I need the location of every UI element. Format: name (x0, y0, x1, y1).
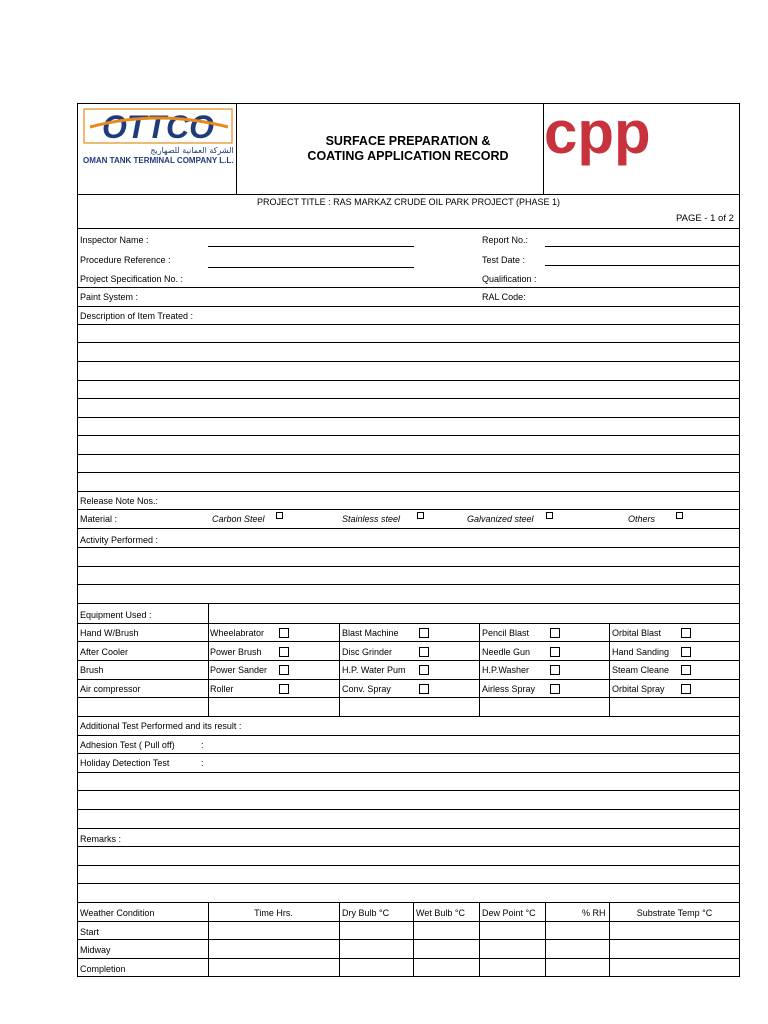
equip-after-cooler: After Cooler (80, 647, 129, 657)
orbital-blast-checkbox[interactable] (681, 628, 691, 638)
equip-hand-sanding: Hand Sanding (612, 647, 670, 657)
equip-hp-washer: H.P.Washer (482, 665, 530, 675)
equip-wheelabrator: Wheelabrator (210, 628, 265, 638)
equip-orbital-blast: Orbital Blast (612, 628, 662, 638)
activity-label: Activity Performed : (80, 535, 159, 545)
material-carbon-steel: Carbon Steel (212, 514, 265, 524)
wet-bulb-header: Wet Bulb °C (416, 908, 465, 918)
description-label: Description of Item Treated : (80, 311, 194, 321)
equip-power-sander: Power Sander (210, 665, 268, 675)
ral-code-label: RAL Code: (482, 292, 526, 302)
svg-text:cpp: cpp (544, 107, 651, 166)
inspector-name-field[interactable] (208, 246, 414, 247)
procedure-reference-label: Procedure Reference : (80, 255, 171, 265)
equip-brush: Brush (80, 665, 104, 675)
hand-sanding-checkbox[interactable] (681, 647, 691, 657)
release-note-label: Release Note Nos.: (80, 496, 159, 506)
power-sander-checkbox[interactable] (279, 665, 289, 675)
galvanized-steel-checkbox[interactable] (546, 512, 553, 519)
equip-roller: Roller (210, 684, 234, 694)
pencil-blast-checkbox[interactable] (550, 628, 560, 638)
substrate-temp-header: Substrate Temp °C (636, 908, 713, 918)
power-brush-checkbox[interactable] (279, 647, 289, 657)
orbital-spray-checkbox[interactable] (681, 684, 691, 694)
roller-checkbox[interactable] (279, 684, 289, 694)
weather-condition-header: Weather Condition (80, 908, 155, 918)
rh-header: % RH (582, 908, 606, 918)
svg-text:OMAN TANK TERMINAL COMPANY L.L: OMAN TANK TERMINAL COMPANY L.L.C. (83, 156, 234, 165)
equip-hp-water-pump: H.P. Water Pum (342, 665, 406, 675)
procedure-reference-field[interactable] (208, 267, 414, 268)
report-no-field[interactable] (545, 246, 740, 247)
equip-blast-machine: Blast Machine (342, 628, 399, 638)
airless-spray-checkbox[interactable] (550, 684, 560, 694)
test-date-field[interactable] (545, 265, 740, 266)
svg-text:الشركة العمانية للصهاريج: الشركة العمانية للصهاريج (150, 146, 234, 155)
needle-gun-checkbox[interactable] (550, 647, 560, 657)
material-label: Material : (80, 514, 118, 524)
form-title-line1: SURFACE PREPARATION & (325, 134, 491, 148)
dew-point-header: Dew Point °C (482, 908, 536, 918)
equip-power-brush: Power Brush (210, 647, 262, 657)
holiday-test-colon: : (201, 758, 204, 768)
material-galvanized-steel: Galvanized steel (467, 514, 534, 524)
page-number: PAGE - 1 of 2 (676, 213, 734, 224)
project-spec-label: Project Specification No. : (80, 274, 184, 284)
svg-text:OTTCO: OTTCO (102, 109, 214, 145)
time-hrs-header: Time Hrs. (254, 908, 293, 918)
equip-steam-cleaner: Steam Cleane (612, 665, 670, 675)
equip-conv-spray: Conv. Spray (342, 684, 391, 694)
project-title: PROJECT TITLE : RAS MARKAZ CRUDE OIL PARK PROJECT (PHASE 1) (256, 197, 561, 207)
stainless-steel-checkbox[interactable] (417, 512, 424, 519)
material-others: Others (628, 514, 656, 524)
form-title-line2: COATING APPLICATION RECORD (307, 149, 509, 163)
holiday-test-label: Holiday Detection Test (80, 758, 170, 768)
inspector-name-label: Inspector Name : (80, 235, 149, 245)
carbon-steel-checkbox[interactable] (276, 512, 283, 519)
others-checkbox[interactable] (676, 512, 683, 519)
additional-test-label: Additional Test Performed and its result : (80, 721, 242, 731)
conv-spray-checkbox[interactable] (419, 684, 429, 694)
equip-pencil-blast: Pencil Blast (482, 628, 530, 638)
dry-bulb-header: Dry Bulb °C (342, 908, 390, 918)
weather-row-midway: Midway (80, 945, 111, 955)
weather-row-start: Start (80, 927, 100, 937)
qualification-label: Qualification : (482, 274, 537, 284)
steam-cleaner-checkbox[interactable] (681, 665, 691, 675)
equip-orbital-spray: Orbital Spray (612, 684, 665, 694)
equip-air-compressor: Air compressor (80, 684, 141, 694)
equip-disc-grinder: Disc Grinder (342, 647, 393, 657)
hp-water-pump-checkbox[interactable] (419, 665, 429, 675)
equip-airless-spray: Airless Spray (482, 684, 536, 694)
remarks-label: Remarks : (80, 834, 122, 844)
equip-needle-gun: Needle Gun (482, 647, 531, 657)
blast-machine-checkbox[interactable] (419, 628, 429, 638)
paint-system-label: Paint System : (80, 292, 139, 302)
equipment-label: Equipment Used : (80, 610, 152, 620)
test-date-label: Test Date : (482, 255, 526, 265)
adhesion-test-colon: : (201, 740, 204, 750)
wheelabrator-checkbox[interactable] (279, 628, 289, 638)
adhesion-test-label: Adhesion Test ( Pull off) (80, 740, 175, 750)
material-stainless-steel: Stainless steel (342, 514, 401, 524)
weather-row-completion: Completion (80, 964, 126, 974)
equip-hand-wbrush: Hand W/Brush (80, 628, 139, 638)
report-no-label: Report No.: (482, 235, 529, 245)
disc-grinder-checkbox[interactable] (419, 647, 429, 657)
hp-washer-checkbox[interactable] (550, 665, 560, 675)
